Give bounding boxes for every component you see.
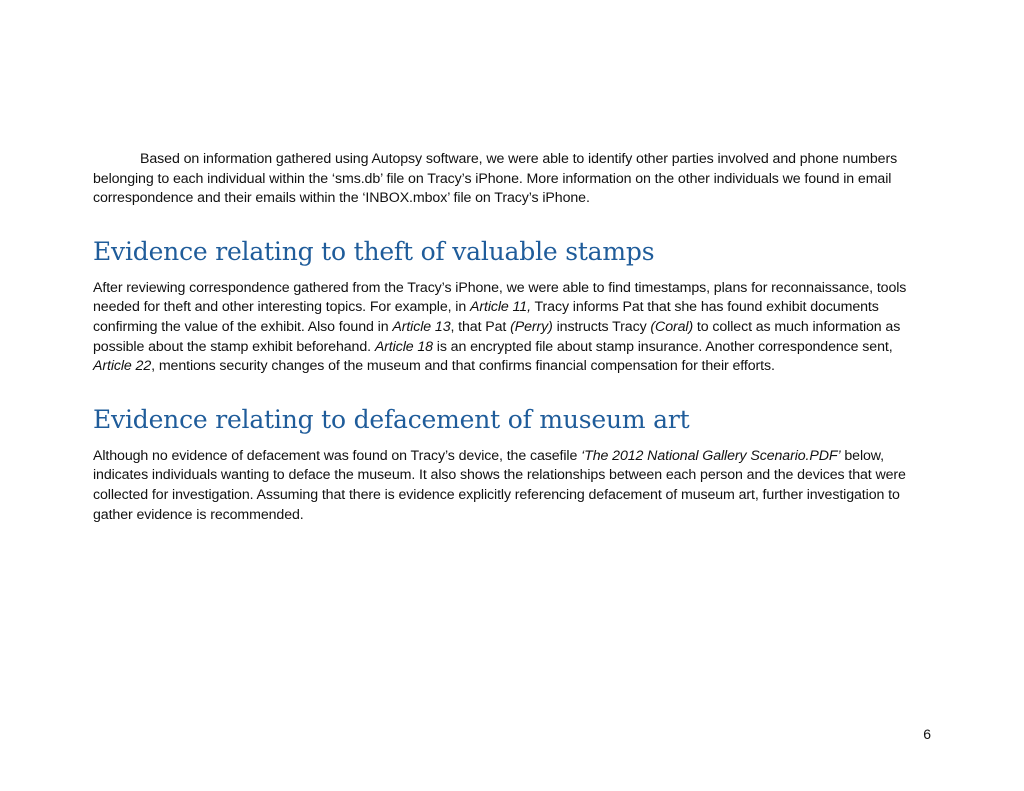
stamps-text-6: is an encrypted file about stamp insurance. Another correspondence sent, <box>432 338 893 355</box>
stamps-text-1: After reviewing correspondence gathered from the Tracy’s iPhone, we were able to find timestamps, plans for reconnaissance, tools needed for theft and other interesting topics. For example, in <box>93 279 907 316</box>
casefile-ref: ‘The 2012 National Gallery Scenario.PDF’ <box>581 447 841 464</box>
perry-ref: (Perry) <box>510 318 553 335</box>
stamps-text-3: , that Pat <box>450 318 511 335</box>
intro-paragraph: Based on information gathered using Autopsy software, we were able to identify other parties involved and phone numbers belonging to each individual within the ‘sms.db’ file on Tracy’s iPhone. More information on the other individuals we found in email correspondence and their emails within the ‘INBOX.mbox’ file on Tracy’s iPhone. <box>93 151 898 207</box>
defacement-text-1: Although no evidence of defacement was found on Tracy’s device, the casefile <box>93 447 582 464</box>
article-13-ref: Article 13 <box>392 318 451 335</box>
section-heading-defacement: Evidence relating to defacement of museum art <box>93 404 690 434</box>
article-11-ref: Article 11, <box>470 299 531 316</box>
article-18-ref: Article 18 <box>374 338 433 355</box>
coral-ref: (Coral) <box>650 318 694 335</box>
stamps-text-2: Tracy informs Pat that she has found exhibit documents confirming the value of the exhibit. Also found in <box>93 299 879 335</box>
article-22-ref: Article 22 <box>93 358 152 375</box>
stamps-text-4: instructs Tracy <box>552 318 651 335</box>
stamps-text-7: , mentions security changes of the museum and that confirms financial compensation for their efforts. <box>151 358 775 375</box>
stamps-paragraph <box>93 279 931 377</box>
defacement-text-2: below, indicates individuals wanting to deface the museum. It also shows the relationships between each person and the devices that were collected for investigation. Assuming that there is evidence explicitly referencing defacement of museum art, further investigation to gather evidence is recommended. <box>93 447 906 523</box>
section-heading-stamps: Evidence relating to theft of valuable stamps <box>93 236 655 266</box>
page-content <box>93 150 931 525</box>
defacement-paragraph <box>93 447 931 525</box>
stamps-text-5: to collect as much information as possible about the stamp exhibit beforehand. <box>93 318 901 355</box>
page-number: 6 <box>923 726 931 742</box>
